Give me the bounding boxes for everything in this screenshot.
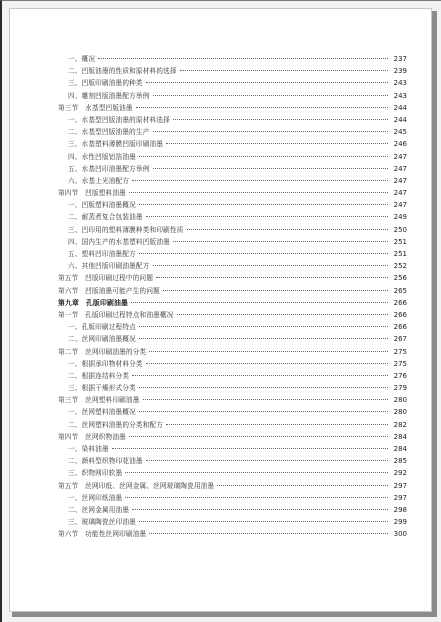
toc-page-number: 245 bbox=[393, 128, 407, 137]
toc-entry-title: 第四节 凹版塑料油墨 bbox=[58, 189, 126, 198]
toc-entry-title: 一、根据承印物材料分类 bbox=[68, 359, 143, 368]
dot-leader bbox=[143, 399, 388, 400]
toc-page-number: 300 bbox=[393, 530, 407, 539]
toc-page-number: 250 bbox=[393, 225, 407, 234]
dot-leader bbox=[153, 168, 388, 169]
toc-entry-title: 六、其他凹版印刷油墨配方 bbox=[68, 262, 150, 271]
toc-page-number: 280 bbox=[393, 408, 407, 417]
dot-leader bbox=[132, 509, 388, 510]
toc-entry-title: 五、水基凹印油墨配方举例 bbox=[68, 164, 150, 173]
toc-entry-title: 一、概况 bbox=[68, 55, 96, 63]
toc-page-number: 237 bbox=[393, 55, 407, 63]
toc-item-row bbox=[58, 382, 407, 394]
toc-item-row bbox=[58, 248, 407, 260]
toc-entry-title: 四、水性凹版铝箔油墨 bbox=[68, 152, 136, 161]
dot-leader bbox=[163, 290, 388, 291]
toc-page-number: 246 bbox=[393, 140, 407, 149]
toc-item-row bbox=[58, 211, 407, 223]
dot-leader bbox=[139, 156, 388, 157]
toc-entry-title: 三、根据干燥形式分类 bbox=[68, 384, 136, 393]
toc-entry-title: 一、孔版印刷过程特点 bbox=[68, 323, 136, 332]
dot-leader bbox=[187, 229, 389, 230]
dot-leader bbox=[217, 485, 388, 486]
toc-entry-title: 第三节 丝网塑料印刷油墨 bbox=[58, 396, 140, 405]
toc-item-row bbox=[58, 224, 407, 236]
toc-item-row bbox=[58, 443, 407, 455]
toc-entry-title: 五、塑料凹印油墨配方 bbox=[68, 250, 136, 258]
toc-entry-title: 三、织物网印软墨 bbox=[68, 469, 123, 478]
toc-entry-title: 一、水基型凹版油墨的原材料选择 bbox=[68, 115, 170, 124]
page-shadow-bottom bbox=[12, 612, 437, 617]
toc-entry-title: 四、雕刻凹版油墨配方举例 bbox=[68, 91, 150, 100]
toc-page-number: 298 bbox=[393, 505, 407, 514]
toc-section-row bbox=[58, 272, 407, 284]
toc-section-row bbox=[58, 309, 407, 321]
toc-page-number: 243 bbox=[393, 91, 407, 100]
toc-entry-title: 第九章 孔版印刷油墨 bbox=[58, 298, 128, 307]
toc-section-row bbox=[58, 102, 407, 114]
toc-entry-title: 一、染料油墨 bbox=[68, 445, 109, 453]
toc-item-row bbox=[58, 151, 407, 163]
toc-entry-title: 二、耐蒸煮复合包装油墨 bbox=[68, 213, 143, 222]
toc-entry-title: 第六节 功能性丝网印刷油墨 bbox=[58, 530, 147, 539]
toc-section-row bbox=[58, 528, 407, 540]
dot-leader bbox=[129, 436, 388, 437]
dot-leader bbox=[139, 387, 388, 388]
toc-entry-title: 一、丝网塑料油墨概况 bbox=[68, 408, 136, 417]
toc-entry-title: 二、凹版油墨的性质和原材料的选择 bbox=[68, 67, 177, 76]
dot-leader bbox=[136, 107, 388, 108]
toc-entry-title: 二、颜料型织物印花油墨 bbox=[68, 457, 143, 466]
dot-leader bbox=[146, 216, 388, 217]
toc-item-row bbox=[58, 260, 407, 272]
toc-entry-title: 三、凹印用的塑料薄膜种类和印刷性质 bbox=[68, 225, 184, 234]
dot-leader bbox=[177, 314, 389, 315]
toc-entry-title: 二、水基型凹版油墨的生产 bbox=[68, 128, 150, 137]
toc-item-row bbox=[58, 455, 407, 467]
dot-leader bbox=[132, 375, 388, 376]
toc-item-row bbox=[58, 77, 407, 89]
paper-sheet bbox=[9, 8, 432, 612]
toc-page-number: 256 bbox=[393, 274, 407, 283]
toc-item-row bbox=[58, 467, 407, 479]
toc-page-number: 284 bbox=[393, 432, 407, 441]
dot-leader bbox=[146, 363, 388, 364]
dot-leader bbox=[132, 180, 388, 181]
dot-leader bbox=[129, 192, 388, 193]
dot-leader bbox=[153, 131, 388, 132]
dot-leader bbox=[98, 58, 388, 59]
toc-page-number: 284 bbox=[393, 445, 407, 453]
toc-item-row bbox=[58, 175, 407, 187]
dot-leader bbox=[125, 497, 388, 498]
toc-section-row bbox=[58, 394, 407, 406]
toc-entry-title: 二、丝网金属用油墨 bbox=[68, 505, 130, 514]
toc-page-number: 267 bbox=[393, 335, 407, 344]
toc-entry-title: 二、丝网印刷油墨概况 bbox=[68, 335, 136, 344]
toc-item-row bbox=[58, 504, 407, 516]
dot-leader bbox=[166, 143, 388, 144]
toc-item-row bbox=[58, 138, 407, 150]
toc-page-number: 292 bbox=[393, 469, 407, 478]
toc-entry-title: 第五节 丝网印纸、丝网金属、丝网玻璃陶瓷用油墨 bbox=[58, 481, 215, 490]
toc-section-row bbox=[58, 480, 407, 492]
toc-entry-title: 一、凹版塑料油墨概况 bbox=[68, 201, 136, 210]
toc-page-number: 252 bbox=[393, 262, 407, 271]
toc-item-row bbox=[58, 126, 407, 138]
toc-chapter-row bbox=[58, 297, 407, 309]
toc-entry-title: 二、丝网塑料油墨的分类和配方 bbox=[68, 420, 164, 429]
toc-entry-title: 一、丝网印纸油墨 bbox=[68, 493, 123, 502]
toc-item-row bbox=[58, 419, 407, 431]
toc-entry-title: 六、水基上光油配方 bbox=[68, 176, 130, 185]
toc-page-number: 285 bbox=[393, 457, 407, 466]
dot-leader bbox=[112, 448, 388, 449]
toc-page-number: 280 bbox=[393, 396, 407, 405]
toc-item-row bbox=[58, 406, 407, 418]
toc-page-number: 249 bbox=[393, 213, 407, 222]
dot-leader bbox=[149, 351, 388, 352]
toc-section-row bbox=[58, 187, 407, 199]
toc-page-number: 247 bbox=[393, 189, 407, 198]
toc-item-row bbox=[58, 236, 407, 248]
toc-item-row bbox=[58, 163, 407, 175]
dot-leader bbox=[173, 119, 388, 120]
toc-page-number: 282 bbox=[393, 420, 407, 429]
toc-page-number: 297 bbox=[393, 481, 407, 490]
dot-leader bbox=[139, 411, 388, 412]
toc-item-row bbox=[58, 90, 407, 102]
toc-entry-title: 第四节 丝网织物油墨 bbox=[58, 432, 126, 441]
toc-item-row bbox=[58, 53, 407, 65]
toc-item-row bbox=[58, 358, 407, 370]
toc-item-row bbox=[58, 65, 407, 77]
toc-page-number: 239 bbox=[393, 67, 407, 76]
toc-item-row bbox=[58, 321, 407, 333]
toc-page-number: 299 bbox=[393, 518, 407, 527]
toc-page-number: 247 bbox=[393, 201, 407, 210]
toc-page-number: 266 bbox=[393, 298, 407, 307]
toc-item-row bbox=[58, 516, 407, 528]
dot-leader bbox=[139, 204, 388, 205]
toc-entry-title: 第一节 孔版印刷过程特点和油墨概况 bbox=[58, 310, 174, 319]
toc-item-row bbox=[58, 114, 407, 126]
dot-leader bbox=[139, 521, 388, 522]
toc-page-number: 275 bbox=[393, 347, 407, 356]
toc-page-number: 265 bbox=[393, 286, 407, 295]
dot-leader bbox=[149, 533, 388, 534]
dot-leader bbox=[146, 82, 388, 83]
toc-section-row bbox=[58, 431, 407, 443]
toc-entry-title: 第六节 凹版油墨可能产生的问题 bbox=[58, 286, 160, 295]
toc-page-number: 275 bbox=[393, 359, 407, 368]
dot-leader bbox=[153, 95, 388, 96]
toc-entry-title: 第三节 水基型凹版油墨 bbox=[58, 103, 133, 112]
table-of-contents bbox=[58, 53, 407, 541]
dot-leader bbox=[125, 472, 388, 473]
toc-entry-title: 第二节 丝网印刷油墨的分类 bbox=[58, 347, 147, 356]
dot-leader bbox=[156, 277, 388, 278]
dot-leader bbox=[153, 265, 388, 266]
toc-page-number: 297 bbox=[393, 493, 407, 502]
toc-page-number: 244 bbox=[393, 115, 407, 124]
toc-entry-title: 三、玻璃陶瓷丝印油墨 bbox=[68, 518, 136, 527]
dot-leader bbox=[173, 241, 388, 242]
dot-leader bbox=[180, 70, 388, 71]
toc-item-row bbox=[58, 333, 407, 345]
dot-leader bbox=[139, 326, 388, 327]
toc-page-number: 247 bbox=[393, 164, 407, 173]
page-shadow-right bbox=[432, 11, 437, 613]
dot-leader bbox=[166, 424, 388, 425]
toc-page-number: 247 bbox=[393, 176, 407, 185]
toc-page-number: 247 bbox=[393, 152, 407, 161]
toc-entry-title: 三、凹版印刷油墨的种类 bbox=[68, 79, 143, 88]
dot-leader bbox=[139, 253, 388, 254]
toc-page-number: 243 bbox=[393, 79, 407, 88]
toc-entry-title: 第五节 凹版印刷过程中的问题 bbox=[58, 274, 154, 283]
toc-section-row bbox=[58, 285, 407, 297]
toc-entry-title: 二、根据连结料分类 bbox=[68, 371, 130, 380]
dot-leader bbox=[139, 338, 388, 339]
toc-section-row bbox=[58, 346, 407, 358]
toc-page-number: 266 bbox=[393, 310, 407, 319]
toc-item-row bbox=[58, 199, 407, 211]
toc-page-number: 279 bbox=[393, 384, 407, 393]
toc-entry-title: 四、国内生产的水基塑料凹版油墨 bbox=[68, 237, 170, 246]
toc-entry-title: 三、水基塑料薄膜凹版印刷油墨 bbox=[68, 140, 164, 149]
dot-leader bbox=[131, 302, 388, 303]
toc-item-row bbox=[58, 370, 407, 382]
toc-page-number: 266 bbox=[393, 323, 407, 332]
toc-page-number: 276 bbox=[393, 371, 407, 380]
toc-item-row bbox=[58, 492, 407, 504]
toc-page-number: 251 bbox=[393, 250, 407, 258]
dot-leader bbox=[146, 460, 388, 461]
toc-page-number: 244 bbox=[393, 103, 407, 112]
toc-page-number: 251 bbox=[393, 237, 407, 246]
